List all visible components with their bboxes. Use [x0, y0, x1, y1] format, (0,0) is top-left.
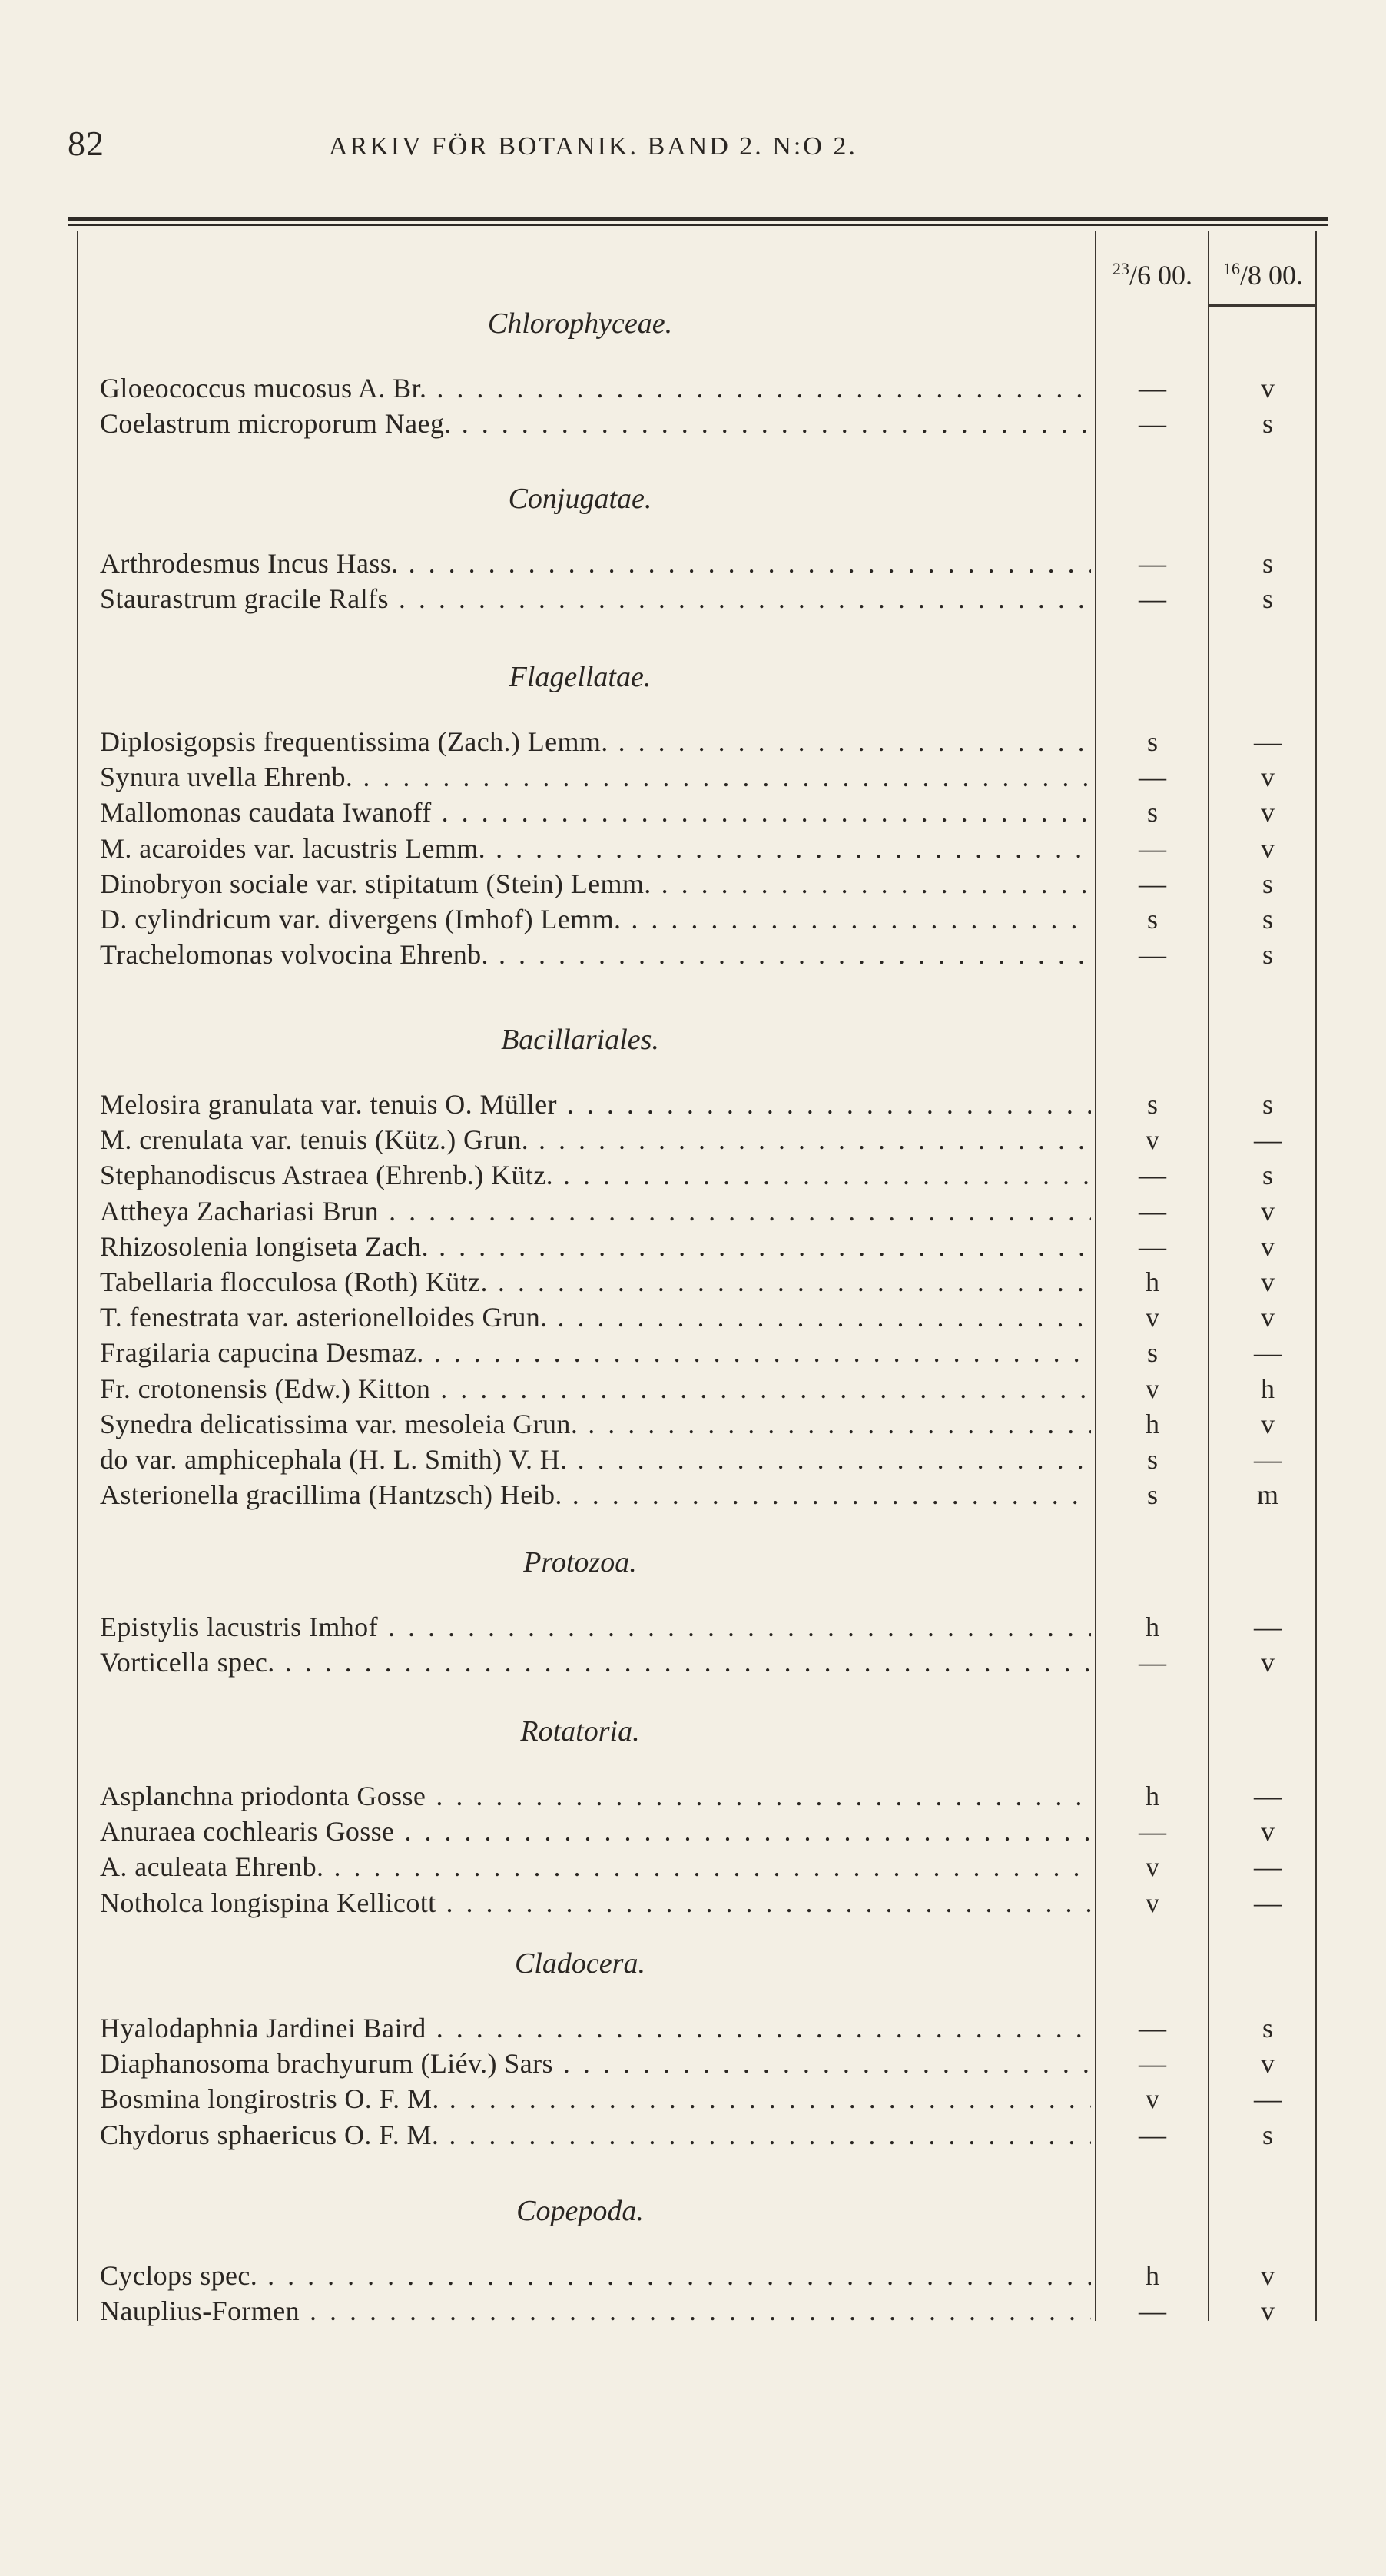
species-name: Epistylis lacustris Imhof . . . — [100, 1609, 1091, 1645]
abundance-date-2: v — [1261, 2048, 1275, 2080]
species-name: A. aculeata Ehrenb. . . . — [100, 1849, 1091, 1884]
species-name: Chydorus sphaericus O. F. M. . . . — [100, 2117, 1091, 2153]
table-row — [0, 406, 1386, 441]
species-name: Nauplius-Formen . . . — [100, 2293, 1091, 2329]
abundance-date-1: v — [1146, 2083, 1159, 2115]
abundance-date-1: — — [1139, 2048, 1166, 2080]
abundance-date-2: s — [1262, 2119, 1273, 2150]
table-row — [0, 866, 1386, 901]
species-name: T. fenestrata var. asterionelloides Grun. . . . — [100, 1300, 1091, 1335]
table-row — [0, 1193, 1386, 1229]
abundance-date-2: v — [1261, 373, 1275, 403]
table-row — [0, 1300, 1386, 1335]
species-name: do var. amphicephala (H. L. Smith) V. H. . . . — [100, 1442, 1091, 1477]
abundance-date-2: v — [1261, 1195, 1275, 1227]
group-heading: Conjugatae. — [508, 483, 652, 515]
species-name: Rhizosolenia longiseta Zach. . . . — [100, 1229, 1091, 1264]
abundance-date-1: h — [1146, 1781, 1159, 1811]
abundance-date-1: s — [1146, 1089, 1158, 1120]
table-row — [0, 1645, 1386, 1680]
abundance-date-2: s — [1262, 939, 1273, 971]
table-row — [0, 1849, 1386, 1884]
abundance-date-2: — — [1254, 1444, 1282, 1475]
species-name: Diplosigopsis frequentissima (Zach.) Lemm. . . . — [100, 724, 1091, 759]
group-heading: Rotatoria. — [520, 1715, 640, 1748]
column-header-date-2-sup: 16 — [1222, 259, 1240, 278]
abundance-date-1: — — [1139, 2119, 1166, 2150]
table-row — [0, 1477, 1386, 1512]
table-row — [0, 1229, 1386, 1264]
abundance-date-2: m — [1256, 1479, 1278, 1511]
table-row — [0, 1609, 1386, 1645]
species-name: Fragilaria capucina Desmaz. . . . — [100, 1335, 1091, 1370]
table-row — [0, 901, 1386, 937]
table-row — [0, 724, 1386, 759]
abundance-date-2: v — [1261, 2260, 1275, 2291]
abundance-date-1: — — [1139, 1195, 1166, 1227]
species-name: Tabellaria flocculosa (Roth) Kütz. . . . — [100, 1264, 1091, 1300]
abundance-date-1: s — [1146, 1337, 1158, 1369]
abundance-date-2: s — [1262, 548, 1273, 579]
table-row — [0, 1442, 1386, 1477]
abundance-date-2: s — [1262, 1089, 1273, 1120]
table-row — [0, 937, 1386, 972]
abundance-date-1: v — [1146, 1851, 1159, 1883]
group-heading: Cladocera. — [515, 1947, 645, 1980]
species-name: D. cylindricum var. divergens (Imhof) Lemm. . . . — [100, 901, 1091, 937]
species-name: Synura uvella Ehrenb. . . . — [100, 759, 1091, 795]
abundance-date-1: v — [1146, 1302, 1159, 1333]
species-name: Vorticella spec. . . . — [100, 1645, 1091, 1680]
column-header-date-2-rest: /8 00. — [1239, 260, 1303, 290]
group-heading: Protozoa. — [523, 1546, 637, 1578]
species-name: Arthrodesmus Incus Hass. . . . — [100, 546, 1091, 581]
table-row — [0, 1406, 1386, 1442]
species-name: Asterionella gracillima (Hantzsch) Heib. . . . — [100, 1477, 1091, 1512]
group-heading: Bacillariales. — [501, 1024, 659, 1056]
abundance-date-1: h — [1146, 2260, 1159, 2291]
table-row — [0, 1335, 1386, 1370]
abundance-date-1: — — [1139, 583, 1166, 615]
abundance-date-2: s — [1262, 1160, 1273, 1191]
species-name: Melosira granulata var. tenuis O. Müller . . . — [100, 1087, 1091, 1122]
abundance-date-2: v — [1261, 797, 1275, 828]
abundance-date-2: s — [1262, 583, 1273, 615]
abundance-date-2: v — [1261, 1230, 1275, 1262]
table-row — [0, 1122, 1386, 1157]
species-name: Synedra delicatissima var. mesoleia Grun. . . . — [100, 1406, 1091, 1442]
table-row — [0, 1157, 1386, 1193]
species-name: Trachelomonas volvocina Ehrenb. . . . — [100, 937, 1091, 972]
table-row — [0, 2258, 1386, 2293]
abundance-date-2: v — [1261, 1302, 1275, 1333]
table-row — [0, 831, 1386, 866]
abundance-date-1: — — [1139, 1816, 1166, 1847]
table-row — [0, 546, 1386, 581]
abundance-date-2: v — [1261, 1408, 1275, 1439]
species-name: Gloeococcus mucosus A. Br. . . . — [100, 370, 1091, 406]
abundance-date-2: v — [1261, 1266, 1275, 1297]
abundance-date-1: v — [1146, 1124, 1159, 1156]
abundance-date-1: — — [1139, 1160, 1166, 1191]
table-row — [0, 2010, 1386, 2046]
abundance-date-2: s — [1262, 2013, 1273, 2043]
abundance-date-2: v — [1261, 1816, 1275, 1847]
abundance-date-1: — — [1139, 939, 1166, 971]
species-name: Anuraea cochlearis Gosse . . . — [100, 1814, 1091, 1849]
abundance-date-2: — — [1254, 1337, 1282, 1369]
abundance-date-1: v — [1146, 1373, 1159, 1404]
abundance-date-1: — — [1139, 2295, 1166, 2327]
table-row — [0, 795, 1386, 830]
abundance-date-2: v — [1261, 1647, 1275, 1678]
abundance-date-2: h — [1261, 1373, 1275, 1404]
species-name: Cyclops spec. . . . — [100, 2258, 1091, 2293]
column-header-date-1-rest: /6 00. — [1129, 260, 1192, 290]
abundance-date-2: — — [1254, 1851, 1282, 1883]
abundance-date-1: — — [1139, 2013, 1166, 2043]
abundance-date-2: s — [1262, 904, 1273, 934]
species-name: M. crenulata var. tenuis (Kütz.) Grun. . . . — [100, 1122, 1091, 1157]
abundance-date-1: — — [1139, 1230, 1166, 1262]
abundance-date-1: — — [1139, 373, 1166, 403]
abundance-date-1: s — [1146, 1444, 1158, 1475]
abundance-date-2: — — [1254, 1887, 1282, 1918]
table-row — [0, 1264, 1386, 1300]
table-row — [0, 581, 1386, 616]
running-head: ARKIV FÖR BOTANIK. BAND 2. N:O 2. — [329, 132, 857, 161]
abundance-date-1: — — [1139, 762, 1166, 793]
table-row — [0, 1778, 1386, 1814]
table-row — [0, 1885, 1386, 1920]
species-name: Mallomonas caudata Iwanoff . . . — [100, 795, 1091, 830]
page-number: 82 — [68, 124, 104, 163]
table-row — [0, 2081, 1386, 2116]
table-row — [0, 1814, 1386, 1849]
abundance-date-1: v — [1146, 1887, 1159, 1918]
abundance-date-1: — — [1139, 832, 1166, 864]
abundance-date-1: h — [1146, 1408, 1159, 1439]
abundance-date-1: h — [1146, 1266, 1159, 1297]
abundance-date-2: — — [1254, 2083, 1282, 2115]
abundance-date-2: s — [1262, 868, 1273, 899]
abundance-date-2: — — [1254, 1781, 1282, 1811]
table-row — [0, 2117, 1386, 2153]
abundance-date-1: s — [1146, 904, 1158, 934]
column-header-date-1-sup: 23 — [1112, 259, 1129, 278]
table-row — [0, 1087, 1386, 1122]
abundance-date-2: — — [1254, 726, 1282, 757]
abundance-date-2: — — [1254, 1612, 1282, 1642]
table-row — [0, 2293, 1386, 2329]
species-name: Hyalodaphnia Jardinei Baird . . . — [100, 2010, 1091, 2046]
species-name: Staurastrum gracile Ralfs . . . — [100, 581, 1091, 616]
abundance-date-2: v — [1261, 762, 1275, 793]
abundance-date-1: h — [1146, 1612, 1159, 1642]
species-name: Dinobryon sociale var. stipitatum (Stein) Lemm. . . . — [100, 866, 1091, 901]
abundance-date-1: s — [1146, 726, 1158, 757]
abundance-date-1: — — [1139, 408, 1166, 440]
species-name: Attheya Zachariasi Brun . . . — [100, 1193, 1091, 1229]
abundance-date-2: v — [1261, 2295, 1275, 2327]
species-name: Fr. crotonensis (Edw.) Kitton . . . — [100, 1371, 1091, 1406]
abundance-date-2: v — [1261, 832, 1275, 864]
table-row — [0, 759, 1386, 795]
abundance-date-1: s — [1146, 1479, 1158, 1511]
abundance-date-1: — — [1139, 1647, 1166, 1678]
group-heading: Chlorophyceae. — [487, 307, 673, 340]
group-heading: Copepoda. — [516, 2195, 644, 2227]
abundance-date-1: s — [1146, 797, 1158, 828]
table-row — [0, 370, 1386, 406]
abundance-date-1: — — [1139, 548, 1166, 579]
abundance-date-1: — — [1139, 868, 1166, 899]
abundance-date-2: — — [1254, 1124, 1282, 1156]
species-name: M. acaroides var. lacustris Lemm. . . . — [100, 831, 1091, 866]
species-name: Coelastrum microporum Naeg. . . . — [100, 406, 1091, 441]
species-name: Asplanchna priodonta Gosse . . . — [100, 1778, 1091, 1814]
table-row — [0, 2046, 1386, 2081]
table-row — [0, 1371, 1386, 1406]
species-name: Bosmina longirostris O. F. M. . . . — [100, 2081, 1091, 2116]
species-name: Stephanodiscus Astraea (Ehrenb.) Kütz. . . . — [100, 1157, 1091, 1193]
species-name: Notholca longispina Kellicott . . . — [100, 1885, 1091, 1920]
abundance-date-2: s — [1262, 408, 1273, 440]
group-heading: Flagellatae. — [509, 661, 652, 693]
species-name: Diaphanosoma brachyurum (Liév.) Sars . . . — [100, 2046, 1091, 2081]
